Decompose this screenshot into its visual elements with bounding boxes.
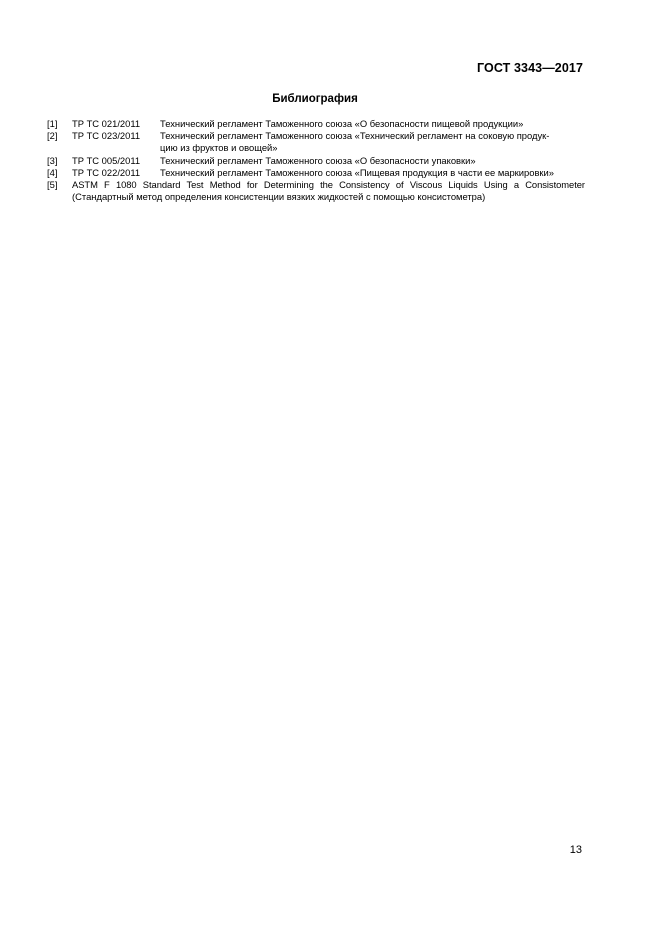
item-number: [1] xyxy=(47,118,58,129)
item-number: [2] xyxy=(47,130,58,142)
item-text: Технический регламент Таможенного союза «О безопасности упаковки» xyxy=(160,154,476,166)
page-number: 13 xyxy=(569,844,582,856)
bibliography-list xyxy=(47,118,585,203)
item-text-line: ASTM F 1080 Standard Test Method for Determining the Consistency of Viscous Liquids Using a Consistometer xyxy=(72,179,585,191)
item-code: ТР ТС 022/2011 xyxy=(72,166,141,178)
bibliography-item xyxy=(47,179,585,203)
item-text xyxy=(160,130,585,154)
item-text-line: Технический регламент Таможенного союза «Технический регламент на соковую продук- xyxy=(160,130,550,142)
item-number: [3] xyxy=(47,154,58,166)
item-number: [4] xyxy=(47,166,58,178)
document-code: ГОСТ 3343—2017 xyxy=(477,61,583,75)
item-text-line: (Стандартный метод определения консистенции вязких жидкостей с помощью консистометра) xyxy=(72,191,486,203)
bibliography-item xyxy=(47,155,585,167)
bibliography-item xyxy=(47,130,585,154)
item-text-line: цию из фруктов и овощей» xyxy=(160,142,278,154)
item-text: Технический регламент Таможенного союза «О безопасности пищевой продукции» xyxy=(160,118,524,129)
bibliography-item xyxy=(47,167,585,179)
bibliography-title: Библиография xyxy=(272,93,358,105)
item-text xyxy=(72,179,585,203)
item-number: [5] xyxy=(47,179,58,191)
item-code: ТР ТС 005/2011 xyxy=(72,154,141,166)
item-code: ТР ТС 021/2011 xyxy=(72,118,141,129)
item-code: ТР ТС 023/2011 xyxy=(72,130,141,142)
bibliography-item xyxy=(47,118,585,130)
item-text: Технический регламент Таможенного союза «Пищевая продукция в части ее маркировки» xyxy=(160,166,554,178)
